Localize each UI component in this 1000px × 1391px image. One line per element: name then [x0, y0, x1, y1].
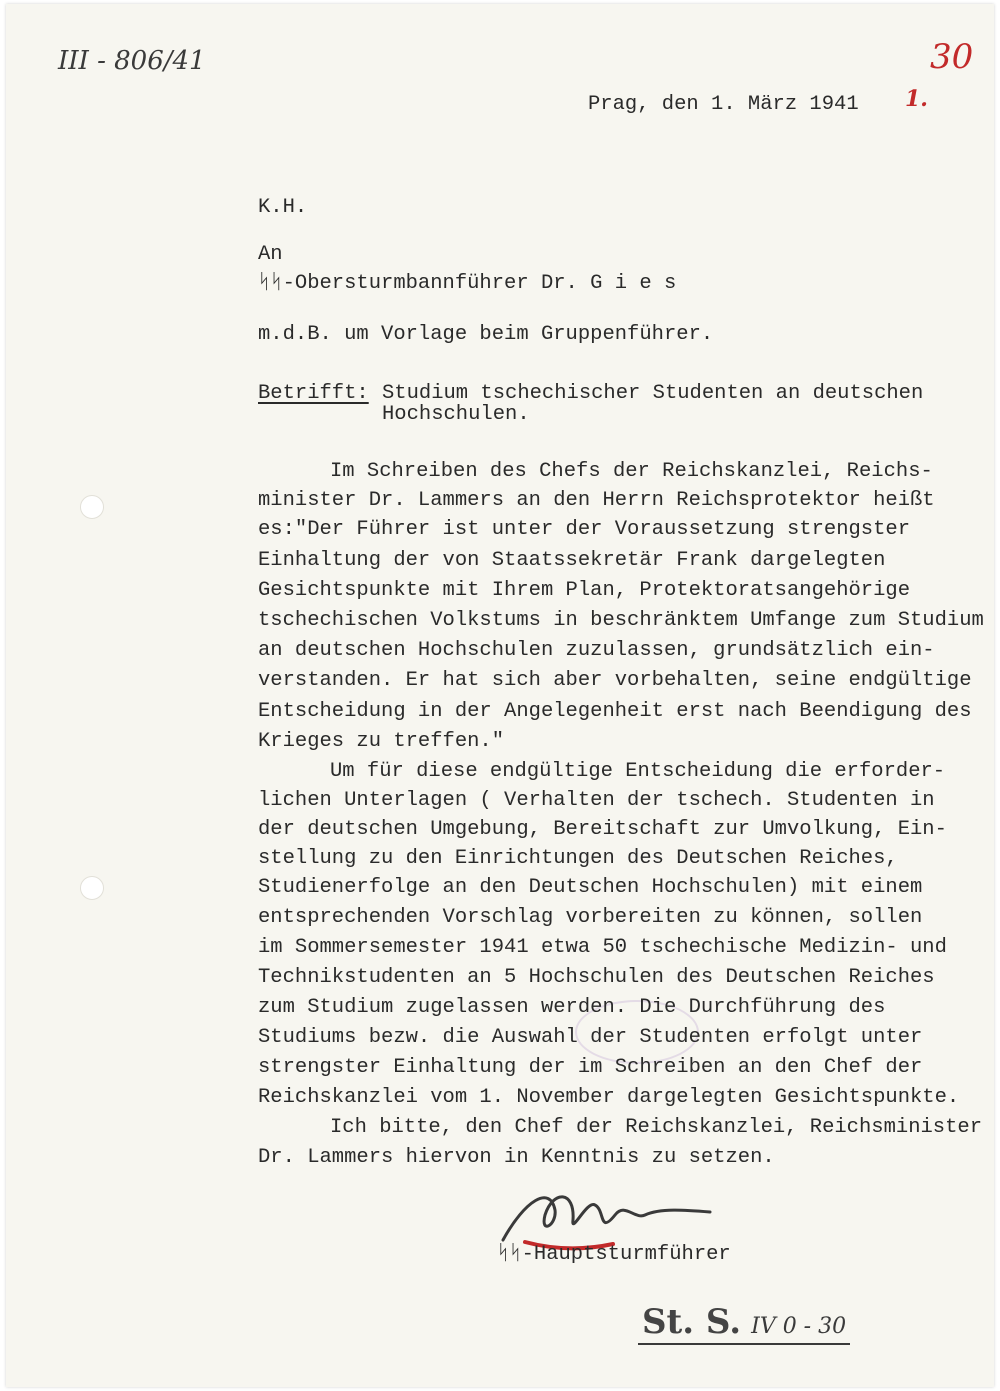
stamp-number: IV 0 - 30 — [751, 1314, 847, 1339]
body-line: Um für diese endgültige Entscheidung die erforder- — [330, 760, 946, 783]
punch-hole-top — [80, 495, 104, 519]
body-line: Ich bitte, den Chef der Reichskanzlei, Reichsminister — [330, 1116, 983, 1139]
subject-line-1: Studium tschechischer Studenten an deutschen — [382, 382, 924, 405]
body-line: Entscheidung in der Angelegenheit erst nach Beendigung des — [258, 700, 972, 723]
body-line: Studienerfolge an den Deutschen Hochschulen) mit einem — [258, 876, 923, 899]
body-line: tschechischen Volkstums in beschränktem Umfange zum Studium — [258, 609, 984, 632]
archive-stamp — [638, 1302, 850, 1345]
subject-label: Betrifft: — [258, 382, 369, 405]
body-line: Krieges zu treffen." — [258, 730, 505, 753]
body-line: Technikstudenten an 5 Hochschulen des Deutschen Reiches — [258, 966, 935, 989]
stamp-prefix: St. S. — [642, 1302, 742, 1342]
body-line: entsprechenden Vorschlag vorbereiten zu können, sollen — [258, 906, 923, 929]
body-line: der deutschen Umgebung, Bereitschaft zur Umvolkung, Ein- — [258, 818, 947, 841]
file-reference: III - 806/41 — [58, 46, 206, 76]
body-line: Dr. Lammers hiervon in Kenntnis zu setzen. — [258, 1146, 775, 1169]
body-line: strengster Einhaltung der im Schreiben an den Chef der — [258, 1056, 923, 1079]
punch-hole-bottom — [80, 876, 104, 900]
body-line: stellung zu den Einrichtungen des Deutschen Reiches, — [258, 847, 898, 870]
initials: K.H. — [258, 196, 308, 219]
body-line: Studiums bezw. die Auswahl der Studenten erfolgt unter — [258, 1026, 923, 1049]
body-line: es:"Der Führer ist unter der Voraussetzung strengster — [258, 518, 911, 541]
body-line: minister Dr. Lammers an den Herrn Reichsprotektor heißt — [258, 489, 935, 512]
body-line: Reichskanzlei vom 1. November dargelegten Gesichtspunkte. — [258, 1086, 960, 1109]
place-date: Prag, den 1. März 1941 — [588, 93, 859, 116]
recipient: ᛋᛋ-Obersturmbannführer Dr. G i e s — [258, 272, 677, 295]
red-mark: 1. — [905, 86, 928, 112]
request-line: m.d.B. um Vorlage beim Gruppenführer. — [258, 323, 714, 346]
body-line: im Sommersemester 1941 etwa 50 tschechische Medizin- und — [258, 936, 947, 959]
body-line: Im Schreiben des Chefs der Reichskanzlei, Reichs- — [330, 460, 933, 483]
subject-line-2: Hochschulen. — [382, 403, 530, 426]
body-line: zum Studium zugelassen werden. Die Durchführung des — [258, 996, 886, 1019]
body-line: an deutschen Hochschulen zuzulassen, grundsätzlich ein- — [258, 639, 935, 662]
to-label: An — [258, 243, 283, 266]
page-number: 30 — [930, 37, 974, 77]
body-line: Einhaltung der von Staatssekretär Frank dargelegten — [258, 549, 886, 572]
body-line: verstanden. Er hat sich aber vorbehalten, seine endgültige — [258, 669, 972, 692]
signature-title: ᛋᛋ-Hauptsturmführer — [497, 1243, 731, 1266]
body-line: Gesichtspunkte mit Ihrem Plan, Protektoratsangehörige — [258, 579, 911, 602]
body-line: lichen Unterlagen ( Verhalten der tschech. Studenten in — [258, 789, 935, 812]
